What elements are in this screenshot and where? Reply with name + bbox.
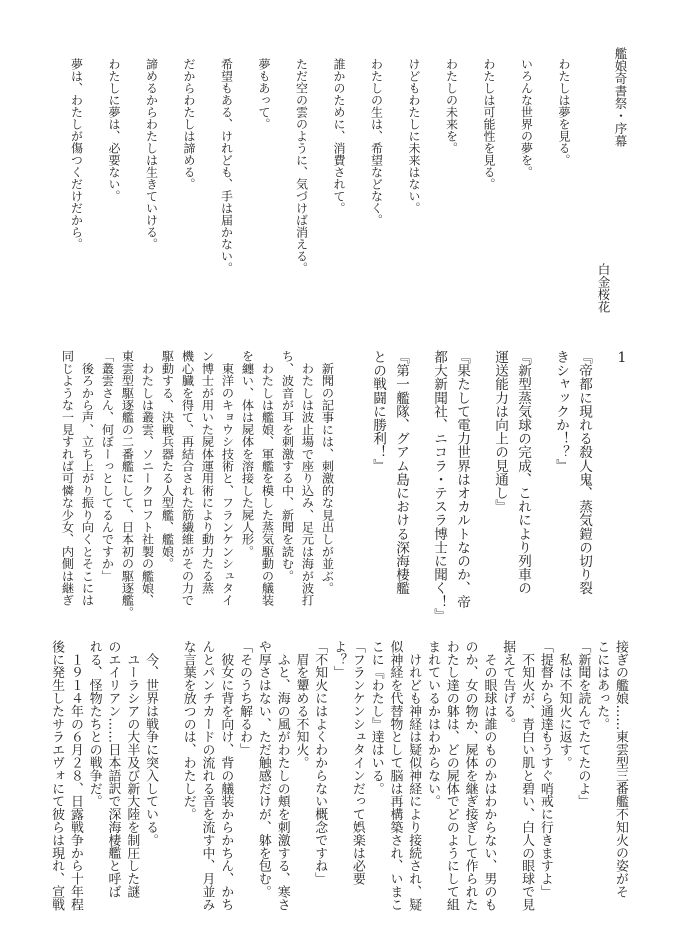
- body-line: ふと、海の風がわたしの頬を刺激する、寒さ: [274, 640, 290, 911]
- body-line: わたしは叢雲、ソニークロフト社製の艦娘、: [140, 350, 155, 607]
- body-line: ち、波音が耳を刺激する中、新聞を読む。: [280, 350, 295, 582]
- newspaper-headline: 都大新聞社、ニコラ・テスラ博士に聞く！』: [431, 350, 447, 622]
- body-line: 今、世界は戦争に突入している。: [143, 640, 159, 847]
- body-line: 駆動する、決戦兵器たる人型艦、艦娘。: [160, 350, 175, 570]
- body-line: ン博士が用いた屍体運用術により動力たる蒸: [200, 350, 215, 594]
- body-line: のか、女の物か、屍体を継ぎ接ぎして作られた: [462, 640, 478, 911]
- newspaper-headline: 『第一艦隊、グアム島における深海棲艦: [393, 350, 409, 595]
- body-line: 「不知火にはよくわからない概念ですね」: [312, 640, 328, 886]
- body-line: れる、怪物たちとの戦争だ。: [86, 640, 102, 808]
- chapter-one-continued: [46, 640, 629, 911]
- body-line: 同じような一見すれば可憐な少女、内側は継ぎ: [60, 350, 75, 607]
- body-line: 「叢雲さん、何ぼーっとしてるんですか」: [100, 350, 115, 582]
- chapter-number: 1: [614, 350, 630, 366]
- body-line: 私は不知火に返す。: [556, 640, 572, 769]
- body-line: 後に発生したサラエヴォにて彼らは現れ、宣戦: [49, 640, 65, 911]
- body-line: １９１４年の６月２８、日露戦争から十年程: [67, 640, 83, 911]
- body-line: 不知火が、青白い肌と碧い、白人の眼球で見: [519, 640, 535, 911]
- body-line: わたし達の躰は、どの屍体でどのようにして組: [443, 640, 459, 911]
- body-line: な言葉を放つのは、わたしだ。: [180, 640, 196, 821]
- body-line: や厚さはない、ただ触感だけが、躰を包む。: [255, 640, 271, 898]
- body-line: 「新聞を読んでたてたのよ」: [575, 640, 591, 808]
- poem-line: 夢もあって。: [257, 58, 271, 130]
- chapter-one-section: [58, 350, 638, 622]
- body-line: よ？」: [331, 640, 347, 679]
- body-line: 東洋のキョウシ技術と、フランケンシュタイ: [220, 350, 235, 607]
- body-line: その眼球は誰のものかはわからない、男のも: [481, 640, 497, 911]
- body-line: こに『わたし』達はいる。: [368, 640, 384, 795]
- body-line: 彼女に背を向け、背の艤装からかちん、かち: [218, 640, 234, 911]
- poem-line: わたしに夢は、必要ない。: [107, 58, 121, 202]
- body-line: けれども神経は疑似神経により接続され、疑: [406, 640, 422, 911]
- body-line: わたしは艦娘、軍艦を模した蒸気駆動の艤装: [260, 350, 275, 607]
- body-line: のエイリアン……日本語訳で深海棲艦と呼ば: [105, 640, 121, 898]
- body-line: 「提督から通達もうすぐ哨戒に行きますよ」: [537, 640, 553, 898]
- body-line: わたしは波止場で座り込み、足元は海が波打: [300, 350, 315, 607]
- newspaper-headline: 『果たして電力世界はオカルトなのか、帝: [454, 350, 470, 609]
- body-line: 後ろから声、立ち上がり振り向くとそこには: [80, 350, 95, 607]
- author-name: 白金桜花: [596, 263, 611, 313]
- body-line: 似神経を代替物として脳は再構築され、いまこ: [387, 640, 403, 911]
- body-line: んとパンチカードの流れる音を流す中、月並み: [199, 640, 215, 911]
- body-line: ユーラシアの大半及び新大陸を制圧した謎: [124, 640, 140, 898]
- poem-line: ただ空の雲のように、気づけば消える。: [294, 58, 309, 274]
- body-line: 「そのうち解るわ」: [237, 640, 253, 757]
- spacer: [412, 350, 427, 622]
- poem-line: 諦めるからわたしは生きていける。: [144, 58, 159, 250]
- poem-line: けどもわたしに未来はない。: [407, 58, 421, 214]
- poem-line: 夢は、わたしが傷つくだけだから。: [69, 58, 84, 250]
- body-line: まれているかはわからない。: [425, 640, 441, 808]
- prologue-poem: [57, 58, 582, 274]
- newspaper-headline: との戦闘に勝利！』: [370, 350, 386, 473]
- spacer: [338, 350, 367, 622]
- body-line: を纏い、体は屍体を溶接した屍人形。: [240, 350, 255, 558]
- blank-line: [159, 640, 178, 911]
- body-line: 機心臓を得て、再結合された筋繊維がその力で: [180, 350, 195, 607]
- body-line: 東雲型駆逐艦の二番艦にして、日本初の駆逐艦。: [120, 350, 135, 619]
- newspaper-headline: 運送能力は向上の見通し』: [492, 350, 508, 514]
- body-line: 据えて告げる。: [500, 640, 516, 731]
- document-title: 艦娘奇書祭・序幕: [613, 47, 628, 147]
- newspaper-headline: きシャックか！？』: [553, 350, 569, 473]
- spacer: [473, 350, 488, 622]
- poem-line: だからわたしは諦める。: [182, 58, 196, 190]
- poem-line: いろんな世界の夢を。: [519, 58, 534, 178]
- poem-line: わたしは可能性を見る。: [482, 58, 496, 190]
- spacer: [595, 350, 607, 622]
- body-line: 「フランケンシュタインだって娯楽は必要: [349, 640, 365, 886]
- poem-line: わたしは夢を見る。: [557, 58, 571, 166]
- spacer: [534, 350, 549, 622]
- poem-line: 誰かのために、消費されて。: [332, 58, 346, 214]
- poem-line: 希望もある、けれども、手は届かない。: [219, 58, 234, 274]
- newspaper-headline: 『帝都に現れる殺人鬼、蒸気鎧の切り裂: [576, 350, 592, 595]
- poem-line: わたしの生は、希望などなく。: [369, 58, 384, 226]
- poem-line: わたしの未来を。: [444, 58, 459, 154]
- newspaper-headline: 『新型蒸気球の完成、これにより列車の: [515, 350, 531, 595]
- body-line: 眉を顰める不知火。: [293, 640, 309, 769]
- body-line: こにはあった。: [594, 640, 610, 731]
- body-line: 接ぎの艦娘……東雲型三番艦不知火の姿がそ: [613, 640, 628, 898]
- body-line: 新聞の記事には、刺激的な見出しが並ぶ。: [320, 350, 335, 594]
